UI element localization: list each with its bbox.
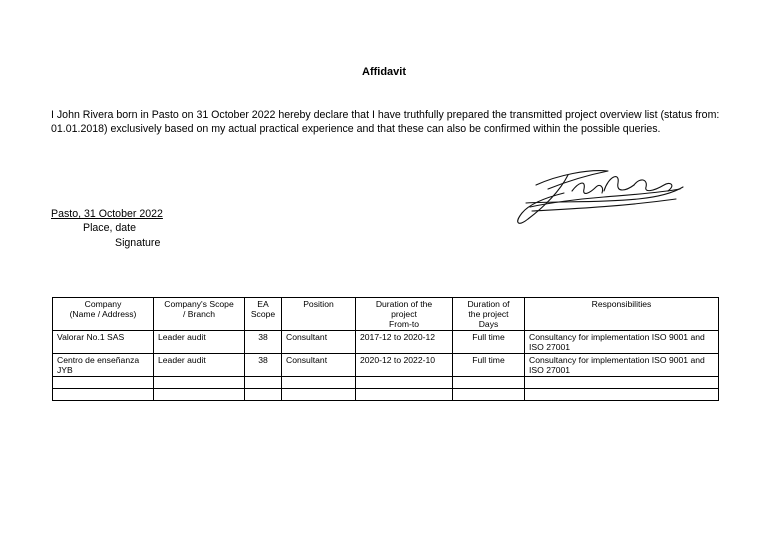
document-title: Affidavit <box>362 66 406 78</box>
header-label: Company's Scope / Branch <box>164 299 234 319</box>
cell-duration-from-to: 2017-12 to 2020-12 <box>356 331 453 354</box>
header-label: Duration of the project Days <box>467 299 510 329</box>
cell-empty <box>356 389 453 401</box>
cell-empty <box>282 377 356 389</box>
header-company <box>53 298 154 331</box>
cell-ea-scope: 38 <box>245 354 282 377</box>
cell-duration-days: Full time <box>453 354 525 377</box>
cell-company: Valorar No.1 SAS <box>53 331 154 354</box>
affidavit-statement: I John Rivera born in Pasto on 31 October 2022 hereby declare that I have truthfully prepared the transmitted project overview list (status from: 01.01.2018) exclusively based on my actual practical experience and that these can also be confirmed within the possible queries. <box>51 109 720 136</box>
header-label: Company (Name / Address) <box>69 299 137 319</box>
header-label: Duration of the project From-to <box>375 299 433 329</box>
cell-empty <box>53 377 154 389</box>
header-responsibilities <box>525 298 719 331</box>
cell-responsibilities: Consultancy for implementation ISO 9001 and ISO 27001 <box>525 354 719 377</box>
header-company-scope <box>154 298 245 331</box>
header-label: Position <box>303 299 334 309</box>
table-row-empty <box>53 389 719 401</box>
header-position <box>282 298 356 331</box>
cell-empty <box>453 389 525 401</box>
cell-empty <box>525 389 719 401</box>
cell-empty <box>245 389 282 401</box>
cell-responsibilities: Consultancy for implementation ISO 9001 and ISO 27001 <box>525 331 719 354</box>
cell-empty <box>453 377 525 389</box>
header-duration-from-to <box>356 298 453 331</box>
cell-duration-from-to: 2020-12 to 2022-10 <box>356 354 453 377</box>
header-duration-days <box>453 298 525 331</box>
project-overview-table <box>52 297 719 401</box>
cell-empty <box>525 377 719 389</box>
cell-empty <box>154 377 245 389</box>
cell-company: Centro de enseñanza JYB <box>53 354 154 377</box>
table-header-row <box>53 298 719 331</box>
cell-position: Consultant <box>282 331 356 354</box>
header-ea-scope <box>245 298 282 331</box>
handwritten-signature <box>508 163 688 235</box>
cell-company-scope: Leader audit <box>154 331 245 354</box>
table-row-empty <box>53 377 719 389</box>
cell-empty <box>53 389 154 401</box>
cell-company-scope: Leader audit <box>154 354 245 377</box>
cell-empty <box>282 389 356 401</box>
table-row <box>53 331 719 354</box>
cell-empty <box>245 377 282 389</box>
cell-empty <box>154 389 245 401</box>
cell-position: Consultant <box>282 354 356 377</box>
header-label: Responsibilities <box>591 299 652 309</box>
signature-label: Signature <box>115 237 161 249</box>
cell-ea-scope: 38 <box>245 331 282 354</box>
place-date-label: Place, date <box>83 222 137 234</box>
header-label: EA Scope <box>250 299 276 319</box>
cell-duration-days: Full time <box>453 331 525 354</box>
table-row <box>53 354 719 377</box>
cell-empty <box>356 377 453 389</box>
place-date-value: Pasto, 31 October 2022 <box>51 208 163 220</box>
